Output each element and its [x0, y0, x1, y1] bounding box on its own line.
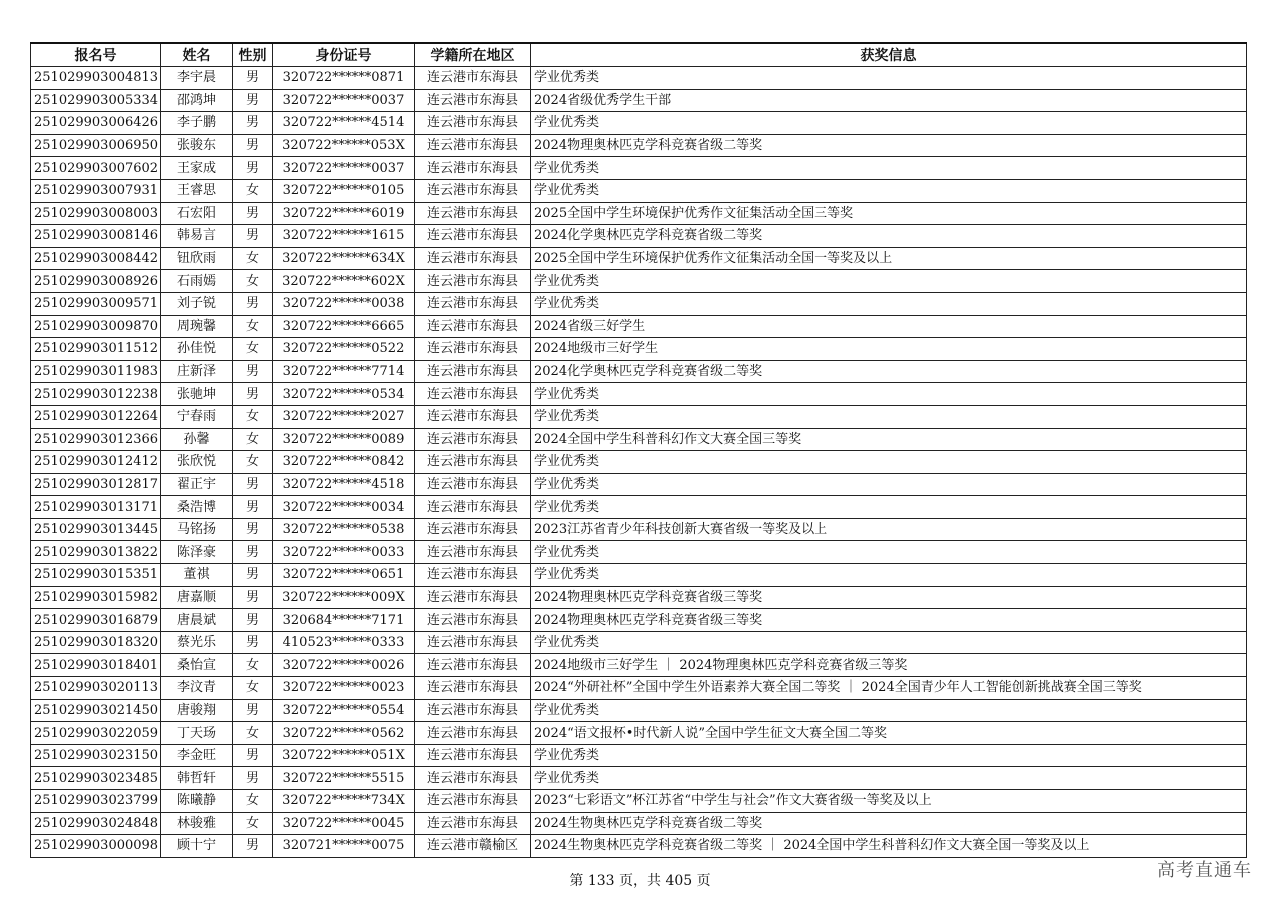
- table-row: [31, 677, 1247, 700]
- cell-name: 李金旺: [161, 744, 233, 767]
- cell-registration-no: 251029903008926: [31, 270, 161, 293]
- cell-awards: 2024“语文报杯•时代新人说”全国中学生征文大赛全国二等奖: [531, 722, 1247, 745]
- cell-registration-no: 251029903012264: [31, 405, 161, 428]
- cell-name: 桑怡宣: [161, 654, 233, 677]
- cell-name: 庄新泽: [161, 360, 233, 383]
- cell-awards: 2024“外研社杯”全国中学生外语素养大赛全国二等奖 ｜ 2024全国青少年人工智能创新挑战赛全国三等奖: [531, 677, 1247, 700]
- cell-gender: 女: [233, 247, 273, 270]
- cell-region: 连云港市东海县: [415, 586, 531, 609]
- cell-id-card: 320722******0026: [273, 654, 415, 677]
- cell-gender: 女: [233, 812, 273, 835]
- cell-region: 连云港市东海县: [415, 338, 531, 361]
- cell-name: 顾十宁: [161, 835, 233, 858]
- table-row: [31, 112, 1247, 135]
- cell-region: 连云港市东海县: [415, 315, 531, 338]
- cell-region: 连云港市东海县: [415, 89, 531, 112]
- cell-region: 连云港市东海县: [415, 518, 531, 541]
- cell-name: 刘子锐: [161, 292, 233, 315]
- table-body: [31, 67, 1247, 858]
- cell-awards: 2024化学奥林匹克学科竞赛省级二等奖: [531, 225, 1247, 248]
- cell-region: 连云港市赣榆区: [415, 835, 531, 858]
- cell-name: 董祺: [161, 564, 233, 587]
- cell-registration-no: 251029903015982: [31, 586, 161, 609]
- cell-id-card: 320722******0534: [273, 383, 415, 406]
- cell-gender: 女: [233, 677, 273, 700]
- cell-id-card: 320722******0034: [273, 496, 415, 519]
- table-row: [31, 541, 1247, 564]
- cell-name: 翟正宇: [161, 473, 233, 496]
- cell-awards: 2024省级三好学生: [531, 315, 1247, 338]
- cell-awards: 学业优秀类: [531, 292, 1247, 315]
- cell-registration-no: 251029903013445: [31, 518, 161, 541]
- cell-awards: 2023“七彩语文”杯江苏省“中学生与社会”作文大赛省级一等奖及以上: [531, 790, 1247, 813]
- cell-gender: 男: [233, 835, 273, 858]
- header-gender: 性别: [233, 43, 273, 67]
- cell-region: 连云港市东海县: [415, 722, 531, 745]
- cell-id-card: 320722******0554: [273, 699, 415, 722]
- cell-region: 连云港市东海县: [415, 428, 531, 451]
- cell-id-card: 320722******2027: [273, 405, 415, 428]
- cell-registration-no: 251029903013822: [31, 541, 161, 564]
- cell-id-card: 320722******009X: [273, 586, 415, 609]
- cell-region: 连云港市东海县: [415, 677, 531, 700]
- award-list-table: [30, 42, 1247, 858]
- table-row: [31, 518, 1247, 541]
- cell-id-card: 320722******634X: [273, 247, 415, 270]
- cell-region: 连云港市东海县: [415, 609, 531, 632]
- cell-region: 连云港市东海县: [415, 699, 531, 722]
- cell-region: 连云港市东海县: [415, 564, 531, 587]
- table-row: [31, 767, 1247, 790]
- cell-awards: 学业优秀类: [531, 405, 1247, 428]
- cell-gender: 女: [233, 654, 273, 677]
- cell-registration-no: 251029903009571: [31, 292, 161, 315]
- cell-gender: 男: [233, 225, 273, 248]
- cell-region: 连云港市东海县: [415, 383, 531, 406]
- cell-gender: 男: [233, 134, 273, 157]
- cell-id-card: 320722******0522: [273, 338, 415, 361]
- cell-registration-no: 251029903023799: [31, 790, 161, 813]
- cell-awards: 学业优秀类: [531, 631, 1247, 654]
- cell-registration-no: 251029903012366: [31, 428, 161, 451]
- cell-gender: 男: [233, 586, 273, 609]
- cell-registration-no: 251029903005334: [31, 89, 161, 112]
- cell-awards: 2024省级优秀学生干部: [531, 89, 1247, 112]
- cell-region: 连云港市东海县: [415, 292, 531, 315]
- table-row: [31, 247, 1247, 270]
- cell-name: 陈泽豪: [161, 541, 233, 564]
- cell-id-card: 320722******6019: [273, 202, 415, 225]
- page-number: 第 133 页，共 405 页: [569, 873, 711, 889]
- cell-gender: 男: [233, 292, 273, 315]
- cell-name: 石宏阳: [161, 202, 233, 225]
- cell-gender: 男: [233, 383, 273, 406]
- cell-registration-no: 251029903008442: [31, 247, 161, 270]
- table-row: [31, 744, 1247, 767]
- cell-region: 连云港市东海县: [415, 360, 531, 383]
- cell-name: 王家成: [161, 157, 233, 180]
- cell-id-card: 320722******0045: [273, 812, 415, 835]
- cell-gender: 男: [233, 744, 273, 767]
- table-row: [31, 225, 1247, 248]
- cell-id-card: 320684******7171: [273, 609, 415, 632]
- cell-registration-no: 251029903023485: [31, 767, 161, 790]
- cell-id-card: 320722******0033: [273, 541, 415, 564]
- cell-id-card: 320722******6665: [273, 315, 415, 338]
- cell-name: 丁天玚: [161, 722, 233, 745]
- cell-registration-no: 251029903023150: [31, 744, 161, 767]
- table-row: [31, 609, 1247, 632]
- table-row: [31, 315, 1247, 338]
- cell-gender: 男: [233, 518, 273, 541]
- cell-region: 连云港市东海县: [415, 67, 531, 90]
- cell-id-card: 320722******7714: [273, 360, 415, 383]
- cell-awards: 学业优秀类: [531, 383, 1247, 406]
- cell-awards: 2024全国中学生科普科幻作文大赛全国三等奖: [531, 428, 1247, 451]
- table-row: [31, 812, 1247, 835]
- cell-gender: 男: [233, 89, 273, 112]
- cell-id-card: 320722******051X: [273, 744, 415, 767]
- cell-region: 连云港市东海县: [415, 631, 531, 654]
- cell-name: 孙馨: [161, 428, 233, 451]
- cell-registration-no: 251029903006426: [31, 112, 161, 135]
- cell-awards: 2024物理奥林匹克学科竞赛省级二等奖: [531, 134, 1247, 157]
- cell-id-card: 320722******0023: [273, 677, 415, 700]
- cell-gender: 女: [233, 315, 273, 338]
- cell-id-card: 320722******0871: [273, 67, 415, 90]
- header-region: 学籍所在地区: [415, 43, 531, 67]
- cell-registration-no: 251029903011512: [31, 338, 161, 361]
- cell-id-card: 320722******0037: [273, 157, 415, 180]
- cell-gender: 男: [233, 473, 273, 496]
- table-row: [31, 89, 1247, 112]
- cell-region: 连云港市东海县: [415, 654, 531, 677]
- cell-id-card: 320722******4514: [273, 112, 415, 135]
- cell-awards: 2024地级市三好学生: [531, 338, 1247, 361]
- cell-region: 连云港市东海县: [415, 157, 531, 180]
- cell-region: 连云港市东海县: [415, 179, 531, 202]
- cell-region: 连云港市东海县: [415, 767, 531, 790]
- cell-registration-no: 251029903004813: [31, 67, 161, 90]
- cell-awards: 学业优秀类: [531, 157, 1247, 180]
- cell-gender: 男: [233, 699, 273, 722]
- cell-awards: 学业优秀类: [531, 270, 1247, 293]
- cell-name: 唐嘉顺: [161, 586, 233, 609]
- cell-awards: 2024生物奥林匹克学科竞赛省级二等奖: [531, 812, 1247, 835]
- cell-id-card: 320722******0562: [273, 722, 415, 745]
- cell-region: 连云港市东海县: [415, 790, 531, 813]
- cell-name: 桑浩博: [161, 496, 233, 519]
- cell-gender: 女: [233, 179, 273, 202]
- cell-region: 连云港市东海县: [415, 202, 531, 225]
- cell-region: 连云港市东海县: [415, 496, 531, 519]
- table-row: [31, 564, 1247, 587]
- cell-name: 唐骏翔: [161, 699, 233, 722]
- cell-name: 韩哲轩: [161, 767, 233, 790]
- table-row: [31, 360, 1247, 383]
- table-row: [31, 405, 1247, 428]
- table-row: [31, 270, 1247, 293]
- cell-name: 韩易言: [161, 225, 233, 248]
- cell-gender: 男: [233, 541, 273, 564]
- cell-gender: 女: [233, 270, 273, 293]
- cell-awards: 学业优秀类: [531, 767, 1247, 790]
- cell-name: 蔡光乐: [161, 631, 233, 654]
- cell-name: 张骏东: [161, 134, 233, 157]
- cell-awards: 2023江苏省青少年科技创新大赛省级一等奖及以上: [531, 518, 1247, 541]
- cell-name: 张欣悦: [161, 451, 233, 474]
- cell-registration-no: 251029903007931: [31, 179, 161, 202]
- cell-awards: 学业优秀类: [531, 541, 1247, 564]
- cell-name: 李汶青: [161, 677, 233, 700]
- cell-name: 李宇晨: [161, 67, 233, 90]
- table-row: [31, 654, 1247, 677]
- cell-id-card: 320722******053X: [273, 134, 415, 157]
- cell-gender: 男: [233, 609, 273, 632]
- table-row: [31, 790, 1247, 813]
- cell-registration-no: 251029903000098: [31, 835, 161, 858]
- cell-region: 连云港市东海县: [415, 112, 531, 135]
- cell-region: 连云港市东海县: [415, 225, 531, 248]
- cell-registration-no: 251029903016879: [31, 609, 161, 632]
- cell-awards: 2024物理奥林匹克学科竞赛省级三等奖: [531, 586, 1247, 609]
- table-row: [31, 722, 1247, 745]
- table-row: [31, 292, 1247, 315]
- cell-gender: 男: [233, 157, 273, 180]
- cell-awards: 2025全国中学生环境保护优秀作文征集活动全国一等奖及以上: [531, 247, 1247, 270]
- table-row: [31, 202, 1247, 225]
- cell-name: 唐晨斌: [161, 609, 233, 632]
- cell-id-card: 320722******0089: [273, 428, 415, 451]
- cell-registration-no: 251029903012412: [31, 451, 161, 474]
- cell-gender: 女: [233, 790, 273, 813]
- cell-awards: 2024物理奥林匹克学科竞赛省级三等奖: [531, 609, 1247, 632]
- cell-id-card: 320722******0038: [273, 292, 415, 315]
- cell-id-card: 320722******0538: [273, 518, 415, 541]
- cell-registration-no: 251029903018401: [31, 654, 161, 677]
- cell-gender: 男: [233, 202, 273, 225]
- cell-awards: 学业优秀类: [531, 564, 1247, 587]
- cell-name: 邵鸿坤: [161, 89, 233, 112]
- cell-registration-no: 251029903020113: [31, 677, 161, 700]
- cell-name: 马铭扬: [161, 518, 233, 541]
- cell-id-card: 320721******0075: [273, 835, 415, 858]
- cell-registration-no: 251029903022059: [31, 722, 161, 745]
- header-name: 姓名: [161, 43, 233, 67]
- cell-registration-no: 251029903013171: [31, 496, 161, 519]
- header-awards: 获奖信息: [531, 43, 1247, 67]
- cell-registration-no: 251029903024848: [31, 812, 161, 835]
- cell-gender: 男: [233, 767, 273, 790]
- cell-name: 王睿思: [161, 179, 233, 202]
- cell-awards: 学业优秀类: [531, 699, 1247, 722]
- table-row: [31, 699, 1247, 722]
- cell-region: 连云港市东海县: [415, 134, 531, 157]
- cell-registration-no: 251029903012238: [31, 383, 161, 406]
- cell-awards: 2025全国中学生环境保护优秀作文征集活动全国三等奖: [531, 202, 1247, 225]
- table-row: [31, 451, 1247, 474]
- cell-registration-no: 251029903008003: [31, 202, 161, 225]
- header-id-card: 身份证号: [273, 43, 415, 67]
- cell-registration-no: 251029903015351: [31, 564, 161, 587]
- table-row: [31, 473, 1247, 496]
- cell-gender: 女: [233, 451, 273, 474]
- cell-id-card: 320722******0105: [273, 179, 415, 202]
- cell-registration-no: 251029903012817: [31, 473, 161, 496]
- cell-awards: 学业优秀类: [531, 67, 1247, 90]
- cell-id-card: 320722******0651: [273, 564, 415, 587]
- cell-name: 张驰坤: [161, 383, 233, 406]
- cell-id-card: 320722******602X: [273, 270, 415, 293]
- cell-gender: 男: [233, 67, 273, 90]
- cell-region: 连云港市东海县: [415, 744, 531, 767]
- cell-region: 连云港市东海县: [415, 405, 531, 428]
- cell-gender: 男: [233, 360, 273, 383]
- cell-registration-no: 251029903007602: [31, 157, 161, 180]
- cell-name: 石雨嫣: [161, 270, 233, 293]
- cell-awards: 学业优秀类: [531, 473, 1247, 496]
- table-row: [31, 631, 1247, 654]
- header-registration-no: 报名号: [31, 43, 161, 67]
- cell-registration-no: 251029903018320: [31, 631, 161, 654]
- cell-region: 连云港市东海县: [415, 247, 531, 270]
- cell-awards: 学业优秀类: [531, 179, 1247, 202]
- cell-region: 连云港市东海县: [415, 451, 531, 474]
- cell-gender: 男: [233, 631, 273, 654]
- cell-awards: 学业优秀类: [531, 744, 1247, 767]
- cell-registration-no: 251029903006950: [31, 134, 161, 157]
- cell-awards: 学业优秀类: [531, 496, 1247, 519]
- table-row: [31, 338, 1247, 361]
- cell-name: 陈曦静: [161, 790, 233, 813]
- cell-name: 宁春雨: [161, 405, 233, 428]
- cell-gender: 女: [233, 405, 273, 428]
- cell-id-card: 320722******734X: [273, 790, 415, 813]
- cell-gender: 男: [233, 564, 273, 587]
- table-row: [31, 134, 1247, 157]
- cell-awards: 2024化学奥林匹克学科竞赛省级二等奖: [531, 360, 1247, 383]
- cell-name: 钮欣雨: [161, 247, 233, 270]
- cell-id-card: 320722******0037: [273, 89, 415, 112]
- cell-name: 林骏雅: [161, 812, 233, 835]
- cell-id-card: 320722******1615: [273, 225, 415, 248]
- cell-awards: 学业优秀类: [531, 451, 1247, 474]
- cell-region: 连云港市东海县: [415, 473, 531, 496]
- table-row: [31, 586, 1247, 609]
- cell-id-card: 320722******0842: [273, 451, 415, 474]
- cell-id-card: 410523******0333: [273, 631, 415, 654]
- cell-registration-no: 251029903021450: [31, 699, 161, 722]
- cell-awards: 2024地级市三好学生 ｜ 2024物理奥林匹克学科竞赛省级三等奖: [531, 654, 1247, 677]
- cell-gender: 女: [233, 338, 273, 361]
- cell-registration-no: 251029903011983: [31, 360, 161, 383]
- cell-name: 李子鹏: [161, 112, 233, 135]
- cell-registration-no: 251029903008146: [31, 225, 161, 248]
- cell-name: 孙佳悦: [161, 338, 233, 361]
- table-row: [31, 428, 1247, 451]
- cell-region: 连云港市东海县: [415, 270, 531, 293]
- cell-gender: 女: [233, 428, 273, 451]
- cell-name: 周琬馨: [161, 315, 233, 338]
- cell-region: 连云港市东海县: [415, 812, 531, 835]
- cell-awards: 2024生物奥林匹克学科竞赛省级二等奖 ｜ 2024全国中学生科普科幻作文大赛全国一等奖及以上: [531, 835, 1247, 858]
- cell-awards: 学业优秀类: [531, 112, 1247, 135]
- table-header-row: [31, 43, 1247, 67]
- watermark: 高考直通车: [1157, 860, 1252, 881]
- cell-id-card: 320722******4518: [273, 473, 415, 496]
- cell-gender: 女: [233, 722, 273, 745]
- table-row: [31, 496, 1247, 519]
- cell-region: 连云港市东海县: [415, 541, 531, 564]
- table-row: [31, 67, 1247, 90]
- table-row: [31, 157, 1247, 180]
- table-row: [31, 179, 1247, 202]
- cell-id-card: 320722******5515: [273, 767, 415, 790]
- table-row: [31, 383, 1247, 406]
- cell-registration-no: 251029903009870: [31, 315, 161, 338]
- cell-gender: 男: [233, 496, 273, 519]
- cell-gender: 男: [233, 112, 273, 135]
- table-row: [31, 835, 1247, 858]
